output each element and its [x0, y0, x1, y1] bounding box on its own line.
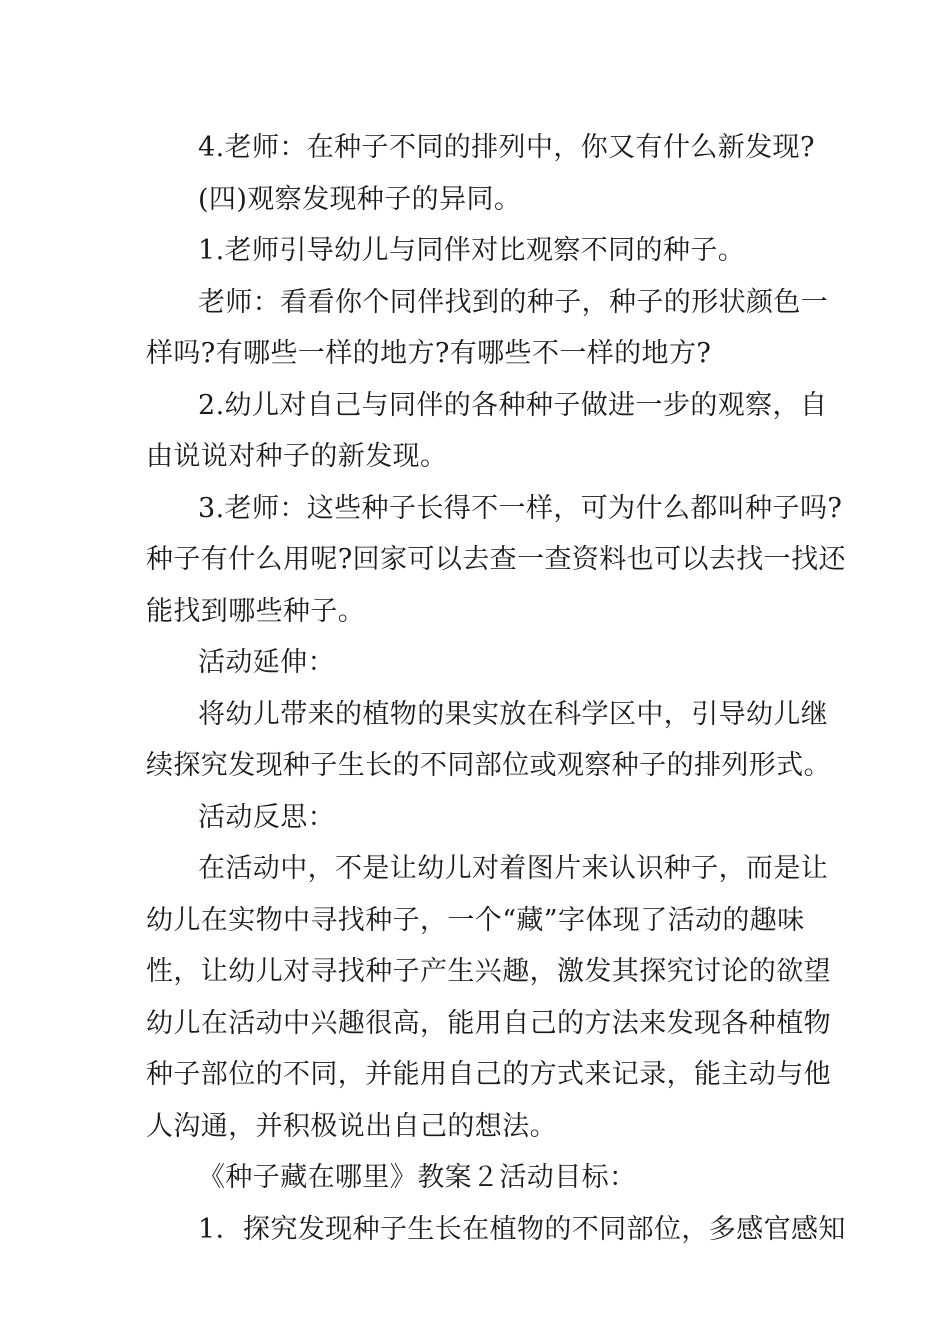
text-line: 活动延伸：: [198, 647, 335, 678]
text-line: 2.幼儿对自己与同伴的各种种子做进一步的观察，自: [198, 389, 828, 421]
text-line: 人沟通，并积极说出自己的想法。: [146, 1110, 557, 1142]
text-line: 将幼儿带来的植物的果实放在科学区中，引导幼儿继: [198, 698, 829, 730]
text-line: 1.老师引导幼儿与同伴对比观察不同的种子。: [198, 235, 746, 266]
text-line: 《种子藏在哪里》教案２活动目标：: [198, 1162, 637, 1193]
text-line: 3.老师：这些种子长得不一样，可为什么都叫种子吗?: [198, 492, 843, 524]
text-line: (四)观察发现种子的异同。: [198, 183, 522, 215]
text-line: 种子有什么用呢?回家可以去查一查资料也可以去找一找还: [146, 544, 846, 575]
text-line: 4.老师：在种子不同的排列中，你又有什么新发现?: [198, 132, 815, 163]
text-line: 老师：看看你个同伴找到的种子，种子的形状颜色一: [198, 286, 829, 318]
text-line: 样吗?有哪些一样的地方?有哪些不一样的地方?: [146, 338, 712, 369]
document-body: [146, 128, 846, 1261]
text-line: 性，让幼儿对寻找种子产生兴趣，激发其探究讨论的欲望: [146, 956, 831, 987]
text-line: 1．探究发现种子生长在植物的不同部位，多感官感知: [198, 1213, 846, 1245]
text-line: 续探究发现种子生长的不同部位或观察种子的排列形式。: [146, 750, 831, 781]
text-line: 由说说对种子的新发现。: [146, 441, 448, 472]
text-line: 活动反思：: [198, 801, 335, 833]
text-line: 在活动中，不是让幼儿对着图片来认识种子，而是让: [198, 853, 829, 884]
text-line: 能找到哪些种子。: [146, 595, 366, 627]
text-line: 幼儿在实物中寻找种子，一个“藏”字体现了活动的趣味: [146, 904, 805, 936]
text-line: 种子部位的不同，并能用自己的方式来记录，能主动与他: [146, 1059, 831, 1090]
text-line: 幼儿在活动中兴趣很高，能用自己的方法来发现各种植物: [146, 1007, 831, 1039]
